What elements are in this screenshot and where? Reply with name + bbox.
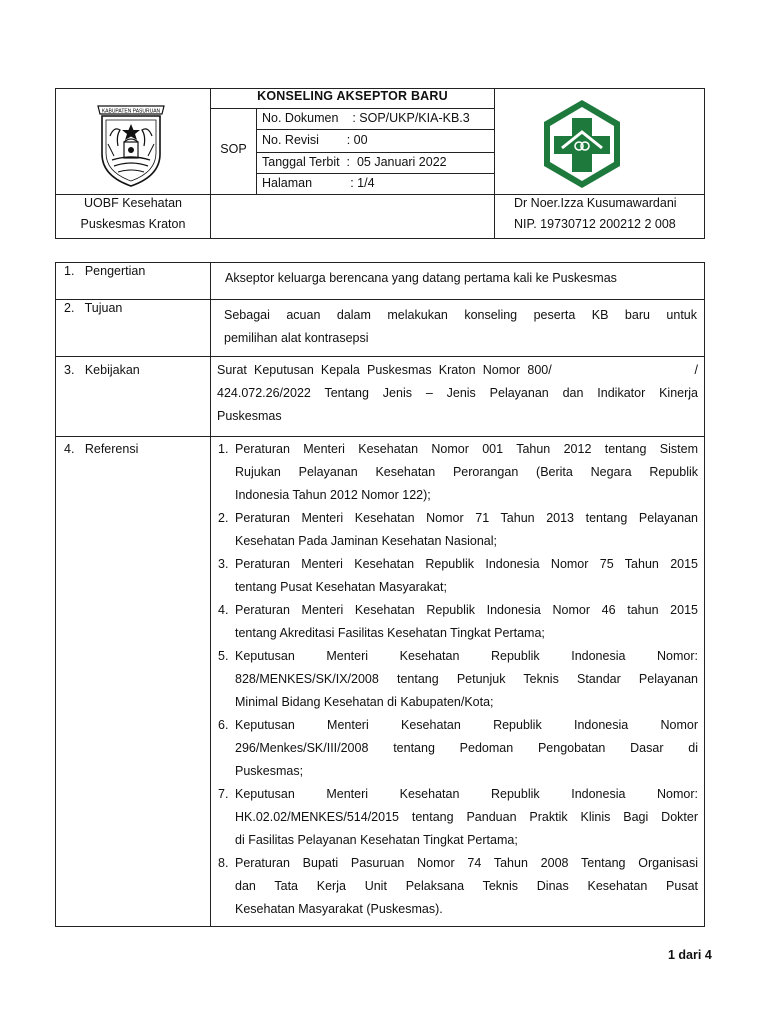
reference-line: Keputusan Menteri Kesehatan Republik Indonesia Nomor: [235, 787, 698, 801]
reference-line: Keputusan Menteri Kesehatan Republik Indonesia Nomor [235, 718, 698, 732]
reference-line: dan Tata Kerja Unit Pelaksana Teknis Dinas Kesehatan Pusat [235, 879, 698, 893]
reference-item [218, 599, 698, 645]
reference-line: Rujukan Pelayanan Kesehatan Perorangan (Berita Negara Republik [235, 465, 698, 479]
section-text-kebijakan-line1: Surat Keputusan Kepala Puskesmas Kraton Nomor 800/ / [217, 363, 698, 377]
sop-label: SOP [220, 142, 247, 156]
reference-number: 1. [218, 442, 229, 456]
regency-banner-text: KABUPATEN PASURUAN [101, 108, 161, 115]
reference-line: Keputusan Menteri Kesehatan Republik Indonesia Nomor: [235, 649, 698, 663]
revision-field: No. Revisi : 00 [262, 133, 368, 147]
puskesmas-logo [540, 98, 624, 190]
reference-item [218, 553, 698, 599]
reference-line: Peraturan Bupati Pasuruan Nomor 74 Tahun 2008 Tentang Organisasi [235, 856, 698, 870]
page-counter: 1 dari 4 [668, 948, 712, 962]
reference-number: 4. [218, 603, 229, 617]
reference-item [218, 783, 698, 852]
reference-item [218, 714, 698, 783]
reference-line: Puskesmas; [235, 764, 304, 778]
section-text-kebijakan-line3: Puskesmas [217, 409, 282, 423]
section-text-kebijakan-line2: 424.072.26/2022 Tentang Jenis – Jenis Pelayanan dan Indikator Kinerja [217, 386, 698, 400]
reference-line: 828/MENKES/SK/IX/2008 tentang Petunjuk Teknis Standar Pelayanan [235, 672, 698, 686]
page-field: Halaman : 1/4 [262, 176, 375, 190]
reference-line: Peraturan Menteri Kesehatan Republik Indonesia Nomor 46 tahun 2015 [235, 603, 698, 617]
reference-number: 7. [218, 787, 229, 801]
reference-number: 6. [218, 718, 229, 732]
reference-line: Kesehatan Pada Jaminan Kesehatan Nasional; [235, 534, 497, 548]
section-label-kebijakan: 3. Kebijakan [64, 363, 140, 377]
reference-line: tentang Pusat Kesehatan Masyarakat; [235, 580, 447, 594]
signer-nip: NIP. 19730712 200212 2 008 [514, 217, 676, 231]
reference-item [218, 507, 698, 553]
section-label-referensi: 4. Referensi [64, 442, 139, 456]
org-name-line1: UOBF Kesehatan [84, 196, 182, 210]
reference-line: Indonesia Tahun 2012 Nomor 122); [235, 488, 431, 502]
reference-item [218, 438, 698, 507]
doc-number-field: No. Dokumen : SOP/UKP/KIA-KB.3 [262, 111, 470, 125]
org-name-line2: Puskesmas Kraton [80, 217, 186, 231]
reference-number: 3. [218, 557, 229, 571]
reference-line: tentang Akreditasi Fasilitas Kesehatan Tingkat Pertama; [235, 626, 545, 640]
issue-date-field: Tanggal Terbit : 05 Januari 2022 [262, 155, 447, 169]
reference-item [218, 852, 698, 921]
section-text-pengertian: Akseptor keluarga berencana yang datang pertama kali ke Puskesmas [225, 271, 617, 285]
reference-item [218, 645, 698, 714]
reference-number: 5. [218, 649, 229, 663]
reference-number: 8. [218, 856, 229, 870]
reference-line: Peraturan Menteri Kesehatan Nomor 71 Tahun 2013 tentang Pelayanan [235, 511, 698, 525]
reference-line: HK.02.02/MENKES/514/2015 tentang Panduan Praktik Klinis Bagi Dokter [235, 810, 698, 824]
reference-line: Kesehatan Masyarakat (Puskesmas). [235, 902, 443, 916]
reference-line: Peraturan Menteri Kesehatan Republik Indonesia Nomor 75 Tahun 2015 [235, 557, 698, 571]
section-text-tujuan-line1: Sebagai acuan dalam melakukan konseling peserta KB baru untuk [224, 308, 697, 322]
section-label-pengertian: 1. Pengertian [64, 264, 146, 278]
reference-number: 2. [218, 511, 229, 525]
reference-line: Minimal Bidang Kesehatan di Kabupaten/Kota; [235, 695, 494, 709]
reference-line: Peraturan Menteri Kesehatan Nomor 001 Tahun 2012 tentang Sistem [235, 442, 698, 456]
reference-line: 296/Menkes/SK/III/2008 tentang Pedoman Pengobatan Dasar di [235, 741, 698, 755]
section-text-tujuan-line2: pemilihan alat kontrasepsi [224, 331, 369, 345]
regency-emblem [92, 96, 170, 188]
section-label-tujuan: 2. Tujuan [64, 301, 123, 315]
signer-name: Dr Noer.Izza Kusumawardani [514, 196, 677, 210]
reference-line: di Fasilitas Pelayanan Kesehatan Tingkat Pertama; [235, 833, 518, 847]
document-title: KONSELING AKSEPTOR BARU [257, 89, 448, 103]
